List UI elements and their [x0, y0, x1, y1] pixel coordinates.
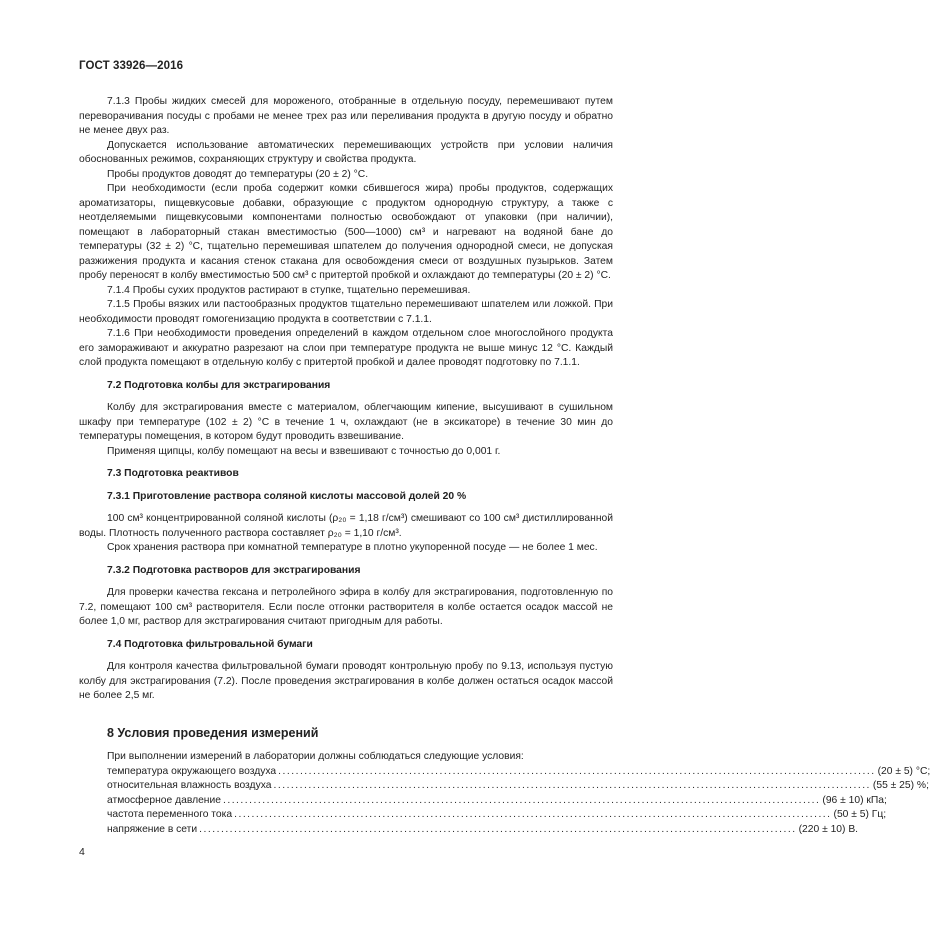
standard-header: ГОСТ 33926—2016 [79, 60, 184, 72]
heading-7-2: 7.2 Подготовка колбы для экстрагирования [107, 379, 331, 391]
condition-row [79, 765, 930, 780]
heading-7-3-1: 7.3.1 Приготовление раствора соляной кислоты массовой долей 20 % [107, 490, 467, 502]
dot-leader: ......................................................................................................................................... [222, 794, 821, 806]
paragraph: Срок хранения раствора при комнатной температуре в плотно укупоренной посуде — не более 1 мес. [107, 542, 598, 553]
paragraph: 100 см³ концентрированной соляной кислоты (ρ₂₀ = 1,18 г/см³) смешивают со 100 см³ дистиллированной воды. Плотность полученного раствора составляет ρ₂₀ = 1,10 г/см³. [79, 513, 613, 539]
condition-value: (96 ± 10) кПа; [822, 794, 887, 806]
dot-leader: ......................................................................................................................................... [199, 823, 797, 835]
dot-leader: ......................................................................................................................................... [278, 765, 876, 777]
section-8-title: 8 Условия проведения измерений [107, 725, 319, 740]
dot-leader: ......................................................................................................................................... [273, 780, 871, 791]
paragraph: Для проверки качества гексана и петролейного эфира в колбу для экстрагирования, подготовленную по 7.2, помещают 100 см³ растворителя. Если после отгонки растворителя в колбе остается осадок массой не более 1,0 мг, раствор для экстрагирования считают пригодным для работы. [79, 587, 613, 627]
condition-row [79, 823, 859, 838]
condition-value: (55 ± 25) %; [872, 780, 929, 791]
paragraph: Для контроля качества фильтровальной бумаги проводят контрольную пробу по 9.13, используя пустую колбу для экстрагирования (7.2). После проведения экстрагирования в колбе должен остаться осадок массой не более 2,5 мг. [79, 661, 613, 701]
condition-label: температура окружающего воздуха [107, 765, 277, 777]
paragraph: Пробы продуктов доводят до температуры (20 ± 2) °C. [107, 168, 369, 180]
section-8-intro: При выполнении измерений в лаборатории должны соблюдаться следующие условия: [107, 751, 524, 762]
paragraph: 7.1.5 Пробы вязких или пастообразных продуктов тщательно перемешивают шпателем или ложкой. При необходимости проводят гомогенизацию продукта в соответствии с 7.1.1. [79, 299, 613, 325]
heading-7-4: 7.4 Подготовка фильтровальной бумаги [107, 638, 313, 650]
paragraph: Применяя щипцы, колбу помещают на весы и взвешивают с точностью до 0,001 г. [107, 445, 501, 457]
dot-leader: ......................................................................................................................................... [234, 809, 832, 820]
condition-label: частота переменного тока [107, 809, 233, 820]
condition-label: относительная влажность воздуха [107, 780, 272, 791]
page-content [79, 95, 930, 837]
paragraph: 7.1.4 Пробы сухих продуктов растирают в ступке, тщательно перемешивая. [107, 284, 471, 296]
condition-value: (50 ± 5) Гц; [833, 809, 887, 820]
page-number: 4 [79, 846, 85, 858]
condition-value: (20 ± 5) °C; [877, 765, 930, 777]
condition-value: (220 ± 10) В. [798, 823, 859, 835]
condition-row [79, 808, 887, 823]
condition-row [79, 794, 887, 809]
heading-7-3: 7.3 Подготовка реактивов [107, 468, 239, 479]
condition-row [79, 779, 929, 794]
condition-label: напряжение в сети [107, 823, 198, 835]
paragraph: 7.1.3 Пробы жидких смесей для мороженого, отобранные в отдельную посуду, перемешивают путем переворачивания посуды с пробами не менее трех раз или переливания продукта в другую посуду и обратно не менее двух раз. [79, 96, 613, 136]
paragraph: Колбу для экстрагирования вместе с материалом, облегчающим кипение, высушивают в сушильном шкафу при температуре (102 ± 2) °C в течение 1 ч, охлаждают (не в эксикаторе) в течение 30 мин до температуры помещения, в котором будут проводить взвешивание. [79, 402, 613, 442]
paragraph: При необходимости (если проба содержит комки сбившегося жира) пробы продуктов, содержащих ароматизаторы, пищевкусовые добавки, образующие с продуктом однородную структуру, а также с неотделяемыми пищевкусовыми компонентами полностью освобождают от упаковки (при наличии), помещают в лабораторный стакан вместимостью (500—1000) см³ и нагревают на водяной бане до температуры (32 ± 2) °C, тщательно перемешивая шпателем до получения однородной смеси, не допуская разжижения продукта и касания стенок стакана для освобождения смеси от воздушных пузырьков. Затем пробу переносят в колбу вместимостью 500 см³ с притертой пробкой и охлаждают до температуры (20 ± 2) °C. [79, 183, 613, 281]
heading-7-3-2: 7.3.2 Подготовка растворов для экстрагирования [107, 564, 361, 576]
paragraph: Допускается использование автоматических перемешивающих устройств при условии наличия обоснованных режимов, сохраняющих структуру и свойства продукта. [79, 139, 613, 165]
condition-label: атмосферное давление [107, 794, 221, 806]
paragraph: 7.1.6 При необходимости проведения определений в каждом отдельном слое многослойного продукта его замораживают и аккуратно разрезают на слои при температуре продукта не выше минус 12 °C. Каждый слой продукта помещают в отдельную колбу с притертой пробкой и далее проводят подготовку по 7.1.1. [79, 328, 613, 368]
